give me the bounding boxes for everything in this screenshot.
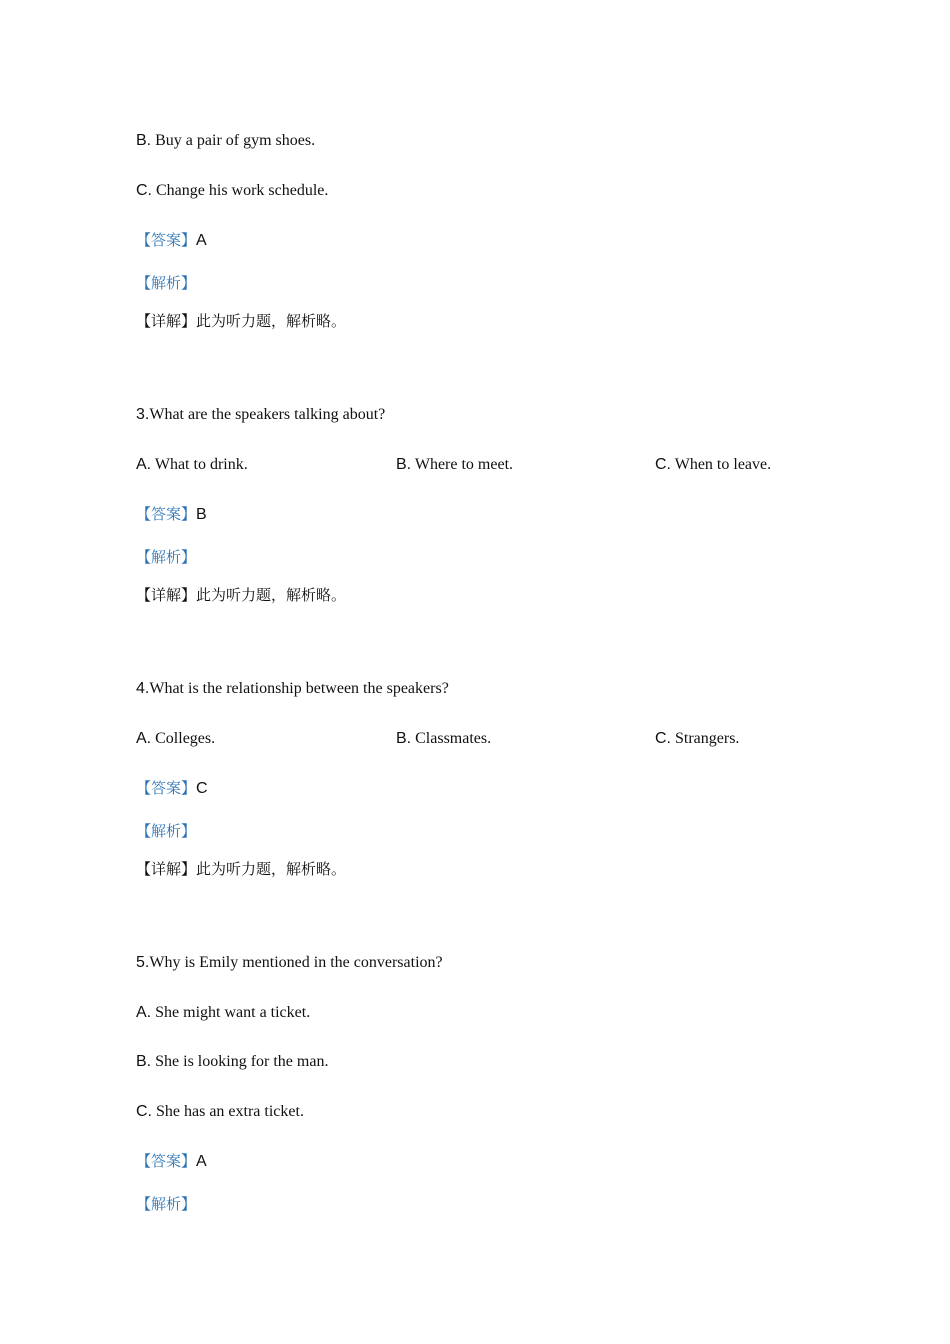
q4-detail: 【详解】此为听力题，解析略。 xyxy=(136,860,347,878)
q2-answer xyxy=(136,230,207,251)
answer-value: B xyxy=(196,506,207,523)
answer-tag: 【答案】 xyxy=(136,231,197,249)
answer-tag: 【答案】 xyxy=(136,1152,197,1170)
q2-option-b: B. Buy a pair of gym shoes. xyxy=(136,132,316,149)
q3-question: 3.What are the speakers talking about? xyxy=(136,406,386,423)
answer-tag: 【答案】 xyxy=(136,505,197,523)
q4-analysis-tag: 【解析】 xyxy=(136,822,197,840)
q3-option-b: B. Where to meet. xyxy=(396,456,514,473)
answer-value: A xyxy=(196,1153,207,1170)
q3-option-a: A. What to drink. xyxy=(136,456,248,473)
q2-analysis-tag: 【解析】 xyxy=(136,274,197,292)
q4-answer xyxy=(136,778,208,799)
q3-detail: 【详解】此为听力题，解析略。 xyxy=(136,586,347,604)
answer-value: A xyxy=(196,232,207,249)
q3-option-c: C. When to leave. xyxy=(655,456,772,473)
q5-option-a: A. She might want a ticket. xyxy=(136,1004,311,1021)
answer-tag: 【答案】 xyxy=(136,779,197,797)
q4-question: 4.What is the relationship between the speakers? xyxy=(136,680,449,697)
q5-question: 5.Why is Emily mentioned in the conversation? xyxy=(136,954,443,971)
q4-option-a: A. Colleges. xyxy=(136,730,216,747)
q2-option-c: C. Change his work schedule. xyxy=(136,182,329,199)
q3-analysis-tag: 【解析】 xyxy=(136,548,197,566)
q5-option-b: B. She is looking for the man. xyxy=(136,1053,329,1070)
q2-detail: 【详解】此为听力题，解析略。 xyxy=(136,312,347,330)
q3-answer xyxy=(136,504,207,525)
q5-answer xyxy=(136,1151,207,1172)
q5-option-c: C. She has an extra ticket. xyxy=(136,1103,304,1120)
q5-analysis-tag: 【解析】 xyxy=(136,1195,197,1213)
q4-option-c: C. Strangers. xyxy=(655,730,740,747)
answer-value: C xyxy=(196,780,208,797)
q4-option-b: B. Classmates. xyxy=(396,730,492,747)
